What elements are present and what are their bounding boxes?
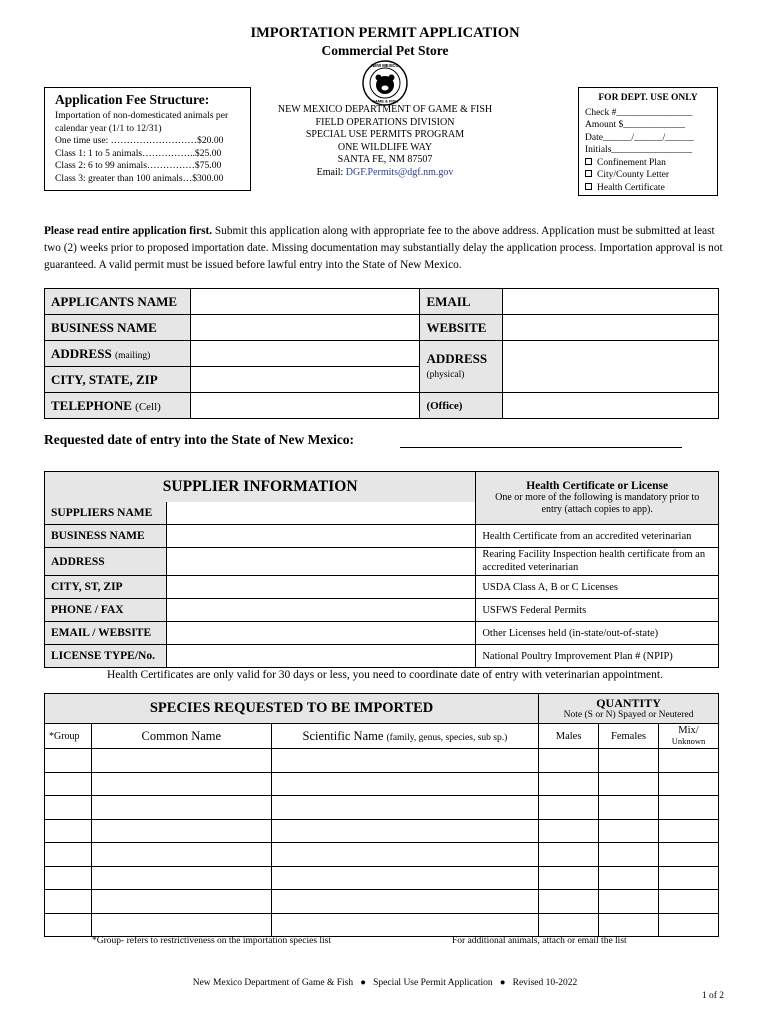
supplier-phone-input[interactable] (166, 599, 475, 622)
date-field[interactable]: Date______/______/______ (585, 132, 694, 143)
species-row (45, 772, 719, 796)
telephone-input[interactable] (190, 393, 420, 419)
females-cell[interactable] (599, 843, 659, 867)
agency-street: ONE WILDLIFE WAY (337, 141, 433, 153)
supplier-address-input[interactable] (166, 548, 475, 576)
males-cell[interactable] (539, 819, 599, 843)
agency-division: FIELD OPERATIONS DIVISION (315, 116, 455, 128)
city-state-zip-input[interactable] (190, 367, 420, 393)
amount-field[interactable]: Amount $_____________ (585, 120, 686, 130)
common-name-cell[interactable] (91, 749, 271, 773)
mailing-address-label: ADDRESS (mailing) (45, 341, 191, 367)
scientific-name-cell[interactable] (271, 749, 538, 773)
females-column-header: Females (599, 724, 659, 749)
form-subtitle: Commercial Pet Store (321, 43, 449, 58)
common-name-cell[interactable] (91, 913, 271, 937)
group-cell[interactable] (45, 796, 92, 820)
males-cell[interactable] (539, 749, 599, 773)
group-column-header: *Group (45, 724, 92, 749)
fee-structure-heading: Application Fee Structure: (55, 92, 210, 107)
common-name-cell[interactable] (91, 772, 271, 796)
scientific-name-cell[interactable] (271, 913, 538, 937)
males-cell[interactable] (539, 796, 599, 820)
agency-email-link[interactable]: DGF.Permits@dgf.nm.gov (345, 166, 454, 178)
common-name-cell[interactable] (91, 796, 271, 820)
form-title: IMPORTATION PERMIT APPLICATION (250, 25, 520, 41)
supplier-address-label: ADDRESS (45, 548, 167, 576)
common-name-cell[interactable] (91, 819, 271, 843)
telephone-label: TELEPHONE (Cell) (45, 393, 191, 419)
email-input[interactable] (503, 289, 719, 315)
check-number-field[interactable]: Check #________________ (585, 107, 693, 118)
agency-seal (362, 60, 408, 106)
additional-animals-note: For additional animals, attach or email the list (452, 936, 627, 946)
agency-name: NEW MEXICO DEPARTMENT OF GAME & FISH (277, 104, 493, 115)
supplier-heading: SUPPLIER INFORMATION (45, 472, 476, 502)
common-name-cell[interactable] (91, 866, 271, 890)
dept-use-box (578, 87, 718, 196)
species-row (45, 866, 719, 890)
mix-cell[interactable] (659, 890, 719, 914)
males-cell[interactable] (539, 866, 599, 890)
scientific-name-cell[interactable] (271, 772, 538, 796)
confinement-plan-checkbox[interactable]: Confinement Plan (585, 157, 711, 170)
supplier-city-label: CITY, ST, ZIP (45, 576, 167, 599)
quantity-heading: QUANTITY Note (S or N) Spayed or Neutered (539, 694, 719, 724)
group-cell[interactable] (45, 866, 92, 890)
page-footer: New Mexico Department of Game & Fish ● Special Use Permit Application ● Revised 10-2022 (192, 978, 578, 988)
mix-cell[interactable] (659, 913, 719, 937)
applicants-name-input[interactable] (190, 289, 420, 315)
fee-line: Class 1: 1 to 5 animals……………..$25.00 (55, 147, 222, 159)
checkbox-icon[interactable] (585, 170, 592, 177)
species-row (45, 749, 719, 773)
agency-email-line (260, 167, 510, 180)
species-row (45, 913, 719, 937)
fee-line: Class 2: 6 to 99 animals……………$75.00 (55, 160, 222, 171)
city-state-zip-label: CITY, STATE, ZIP (45, 367, 191, 393)
svg-text:GAME & FISH: GAME & FISH (371, 98, 399, 104)
website-label: WEBSITE (420, 315, 503, 341)
group-cell[interactable] (45, 749, 92, 773)
group-footnote: *Group- refers to restrictiveness on the importation species list (92, 936, 332, 946)
applicants-name-label: APPLICANTS NAME (45, 289, 191, 315)
rearing-facility-option[interactable]: Rearing Facility Inspection health certificate from an accredited veterinarian (476, 548, 719, 576)
email-label: Email: (316, 166, 346, 178)
mix-column-header: Mix/ Unknown (659, 724, 719, 749)
supplier-email-label: EMAIL / WEBSITE (45, 622, 167, 645)
page-number: 1 of 2 (701, 991, 724, 1001)
group-cell[interactable] (45, 913, 92, 937)
usda-license-option[interactable]: USDA Class A, B or C Licenses (476, 576, 719, 599)
supplier-business-name-label: BUSINESS NAME (45, 525, 167, 548)
fee-line: One time use: ………………………$20.00 (55, 135, 224, 146)
mix-cell[interactable] (659, 819, 719, 843)
species-row (45, 890, 719, 914)
species-row (45, 796, 719, 820)
males-cell[interactable] (539, 772, 599, 796)
mix-cell[interactable] (659, 749, 719, 773)
group-cell[interactable] (45, 890, 92, 914)
business-name-label: BUSINESS NAME (45, 315, 191, 341)
agency-program: SPECIAL USE PERMITS PROGRAM (305, 129, 465, 140)
seal-lettering: NEW MEXICO (371, 63, 399, 69)
supplier-email-input[interactable] (166, 622, 475, 645)
mix-cell[interactable] (659, 843, 719, 867)
mix-cell[interactable] (659, 772, 719, 796)
males-cell[interactable] (539, 913, 599, 937)
scientific-name-cell[interactable] (271, 890, 538, 914)
mix-cell[interactable] (659, 866, 719, 890)
instructions-paragraph (44, 223, 724, 274)
group-cell[interactable] (45, 819, 92, 843)
agency-city: SANTA FE, NM 87507 (337, 154, 433, 165)
species-table (44, 693, 719, 937)
males-cell[interactable] (539, 890, 599, 914)
initials-field[interactable]: Initials_________________ (585, 145, 693, 155)
applicant-table (44, 288, 719, 419)
license-type-label: LICENSE TYPE/No. (45, 645, 167, 668)
supplier-phone-label: PHONE / FAX (45, 599, 167, 622)
health-certificate-note: Health Certificates are only valid for 30 days or less, you need to coordinate date of entry with veterinarian appointment. (107, 669, 663, 681)
requested-date-input[interactable] (400, 434, 682, 448)
scientific-name-column-header: Scientific Name (family, genus, species, sub sp.) (271, 724, 538, 749)
website-input[interactable] (503, 315, 719, 341)
email-label: EMAIL (420, 289, 503, 315)
npip-option[interactable]: National Poultry Improvement Plan # (NPIP) (476, 645, 719, 668)
usfws-permit-option[interactable]: USFWS Federal Permits (476, 599, 719, 622)
health-certificate-option[interactable]: Health Certificate from an accredited veterinarian (476, 525, 719, 548)
agency-address (260, 104, 510, 179)
scientific-name-cell[interactable] (271, 819, 538, 843)
supplier-table (44, 471, 719, 668)
common-name-cell[interactable] (91, 843, 271, 867)
females-cell[interactable] (599, 890, 659, 914)
office-phone-label: (Office) (420, 393, 503, 419)
fee-line: Importation of non-domesticated animals per (55, 110, 229, 121)
dept-use-heading: FOR DEPT. USE ONLY (598, 93, 698, 103)
species-heading: SPECIES REQUESTED TO BE IMPORTED (45, 694, 539, 724)
suppliers-name-label: SUPPLIERS NAME (45, 502, 167, 525)
health-certificate-heading-cell: Health Certificate or License One or more of the following is mandatory prior to entry (attach copies to app). (476, 472, 719, 525)
scientific-name-cell[interactable] (271, 796, 538, 820)
group-cell[interactable] (45, 772, 92, 796)
scientific-name-cell[interactable] (271, 843, 538, 867)
common-name-cell[interactable] (91, 890, 271, 914)
instructions-bold: Please read entire application first. (44, 225, 213, 237)
checkbox-icon[interactable] (585, 158, 592, 165)
license-type-input[interactable] (166, 645, 475, 668)
physical-address-input[interactable] (503, 341, 719, 393)
females-cell[interactable] (599, 913, 659, 937)
mix-cell[interactable] (659, 796, 719, 820)
species-row (45, 843, 719, 867)
females-cell[interactable] (599, 866, 659, 890)
checkbox-icon[interactable] (585, 183, 592, 190)
physical-address-label: ADDRESS (physical) (420, 341, 503, 393)
females-cell[interactable] (599, 772, 659, 796)
males-cell[interactable] (539, 843, 599, 867)
mailing-address-input[interactable] (190, 341, 420, 367)
city-county-letter-checkbox[interactable]: City/County Letter (585, 169, 711, 182)
females-cell[interactable] (599, 819, 659, 843)
scientific-name-cell[interactable] (271, 866, 538, 890)
suppliers-name-input[interactable] (166, 502, 475, 525)
females-cell[interactable] (599, 796, 659, 820)
other-licenses-option[interactable]: Other Licenses held (in-state/out-of-state) (476, 622, 719, 645)
office-phone-input[interactable] (503, 393, 719, 419)
species-row (45, 819, 719, 843)
females-cell[interactable] (599, 749, 659, 773)
business-name-input[interactable] (190, 315, 420, 341)
fee-structure-box (44, 87, 251, 191)
fee-line: Class 3: greater than 100 animals…$300.00 (55, 172, 224, 184)
males-column-header: Males (539, 724, 599, 749)
supplier-city-input[interactable] (166, 576, 475, 599)
fee-line: calendar year (1/1 to 12/31) (55, 122, 162, 134)
common-name-column-header: Common Name (91, 724, 271, 749)
group-cell[interactable] (45, 843, 92, 867)
supplier-business-name-input[interactable] (166, 525, 475, 548)
health-certificate-checkbox[interactable]: Health Certificate (585, 182, 711, 195)
requested-date-label: Requested date of entry into the State of New Mexico: (44, 432, 355, 447)
instructions-text: Submit this application along with appropriate fee to the above address. Application must be submitted at least two (2) weeks prior to proposed importation date. Missing documentation may substantially delay the application process. Importation approval is not guaranteed. A valid permit must be issued before lawful entry into the State of New Mexico. (44, 225, 723, 271)
